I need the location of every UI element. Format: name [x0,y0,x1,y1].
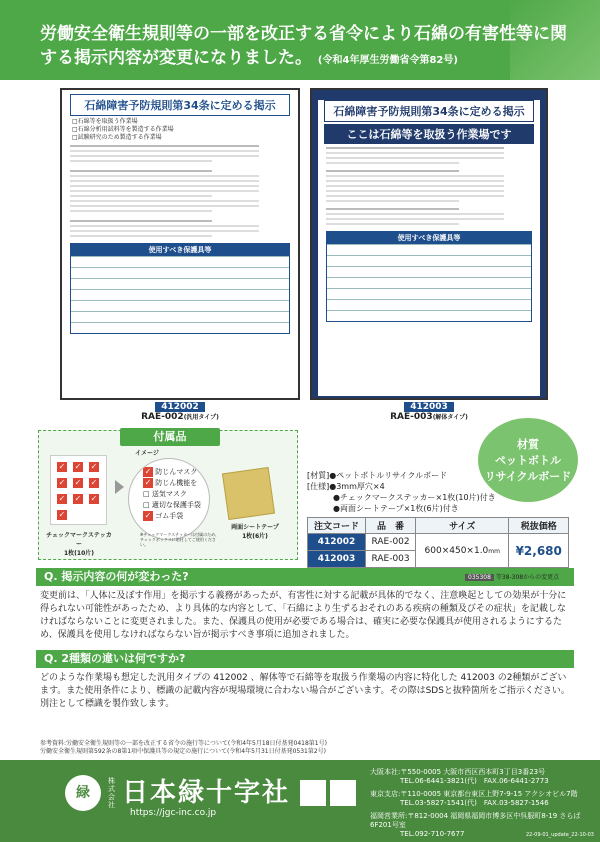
arrow-right-icon [115,480,124,494]
reference-2: 労働安全衛生規則第592条の8第1項中保護具等の規定の施行について(令和4年5月31日付基発0531第2号) [40,748,327,755]
qr-code-icon [330,780,356,806]
answer-2: どのような作業場も想定した汎用タイプの 412002 、解体等で石綿等を取扱う作業場の内容に特化した 412003 の2種類がございます。また使用条件により、標識の記載内容が現場環境に合わない場合がございます。その際はSDSと抜粋箇所をご指示ください。別注として標識を製作致します。 [40,673,570,709]
sign1-title: 石綿障害予防規則第34条に定める掲示 [70,94,290,116]
answer-1: 変更前は、「人体に及ぼす作用」を掲示する義務があったが、有害性に対する記載が具体的でなく、注意喚起としての効果が十分に得られない可能性があったため、より具体的な内容として、「石綿により生ずるおそれのある疾病の種類及びその症状」を記載しなければならないことに変更されました。また、保護具の使用が必要である場合は、確実に必要な保護具が使用されるようにするため、保護具を使用しなければならない旨が掲示すべき事項に追加されました。 [40,591,567,640]
tape-label: 両面シートテープ 1枚(6片) [231,524,279,540]
sign1-ppe-table: 使用すべき保護具等 [70,243,290,334]
sign1-check3: □石綿分析用試料等を製造する作業場 [72,126,174,133]
double-sided-tape-image [222,467,275,520]
change-note: 035308 等38-308からの変更点 [465,572,559,581]
company-kabu: 株式会社 [108,777,115,809]
address-fukuoka: 福岡営業所:〒812-0004 福岡県福岡市博多区中呉服町8-19 さらば6F201号室 TEL.092-710-7677 [370,812,581,838]
sign2-ppe-table: 使用すべき保護具等 [326,231,532,322]
sign-general [60,88,300,400]
address-tokyo: 東京支店:〒110-0005 東京都台東区上野7-9-15 アクシオビル7階 TEL.03-5827-1541(代) FAX.03-5827-1546 [370,790,578,807]
sticker-label: チェックマークステッカー 1枚(10片) [46,532,112,557]
sign1-code: 412002 [155,402,205,412]
sign2-name: RAE-003 [390,412,433,422]
reference-1: 参考資料:労働安全衛生規則等の一部を改正する省令の施行等について(令和4年5月18日付基発0418第1号) [40,740,327,747]
accessories-title: 付属品 [120,428,220,446]
sign2-title: 石綿障害予防規則第34条に定める掲示 [324,100,534,122]
headline-text: 労働安全衛生規則等の一部を改正する省令により石綿の有害性等に関する掲示内容が変更になりました。 [40,24,567,68]
table-row: 412003 RAE-003 [308,551,569,568]
sign1-check1: □石綿等を取扱う作業場 [72,118,138,125]
question-2: Q. 2種類の違いは何ですか? [36,650,574,668]
spec-block: [材質]●ペットボトルリサイクルボード [仕様]●3mm厚穴×4 ●チェックマークステッカー×1枚(10片)付き ●両面シートテープ×1枚(6片)付き [307,471,496,513]
headline-sub: (令和4年厚生労働省令第82号) [317,55,458,66]
address-osaka: 大阪本社:〒550-0005 大阪市西区西本町3丁目3番23号 TEL.06-6441-3821(代) FAX.06-6441-2773 [370,768,549,785]
sign1-check2: □試験研究のため製造する作業場 [72,134,162,141]
table-row: 412002 RAE-002 600×450×1.0mm ¥2,680 [308,534,569,551]
sign1-name: RAE-002 [141,412,184,422]
document-number: 22-09-01_update_22-10-03 [525,832,594,838]
question-1: Q. 掲示内容の何が変わった? [36,568,574,586]
zoom-circle: ✓ 防じんマスク ✓ 防じん機能を □ 送気マスク □ 適切な保護手袋 ✓ ゴム手袋 [128,458,210,540]
material-badge: 材質 ペットボトル リサイクルボード [478,418,578,502]
company-url[interactable]: https://jgc-inc.co.jp [130,808,217,818]
page-headline [40,22,570,73]
company-name: 日本緑十字社 [122,778,291,808]
sign1-caption [60,402,300,422]
sign-demolition [310,88,548,400]
check-sticker-image: ✓ ✓ ✓ ✓ ✓ ✓ ✓ ✓ ✓ ✓ [50,455,107,525]
sign2-title2: ここは石綿等を取扱う作業場です [324,124,534,144]
image-label: イメージ [135,450,159,457]
product-table: 注文コード 品 番 サイズ 税抜価格 412002 RAE-002 600×450×1.0mm ¥2,680 412003 RAE-003 [307,517,569,568]
qr-code-icon [300,780,326,806]
sign2-type: (解体タイプ) [432,414,468,421]
sign2-code: 412003 [404,402,454,412]
sign1-type: (汎用タイプ) [183,414,219,421]
company-logo-icon: 緑 [65,775,101,811]
zoom-note: ※チェックマークステッカーは付属のため、チェックボックスに貼付してご使用ください。 [140,532,219,547]
